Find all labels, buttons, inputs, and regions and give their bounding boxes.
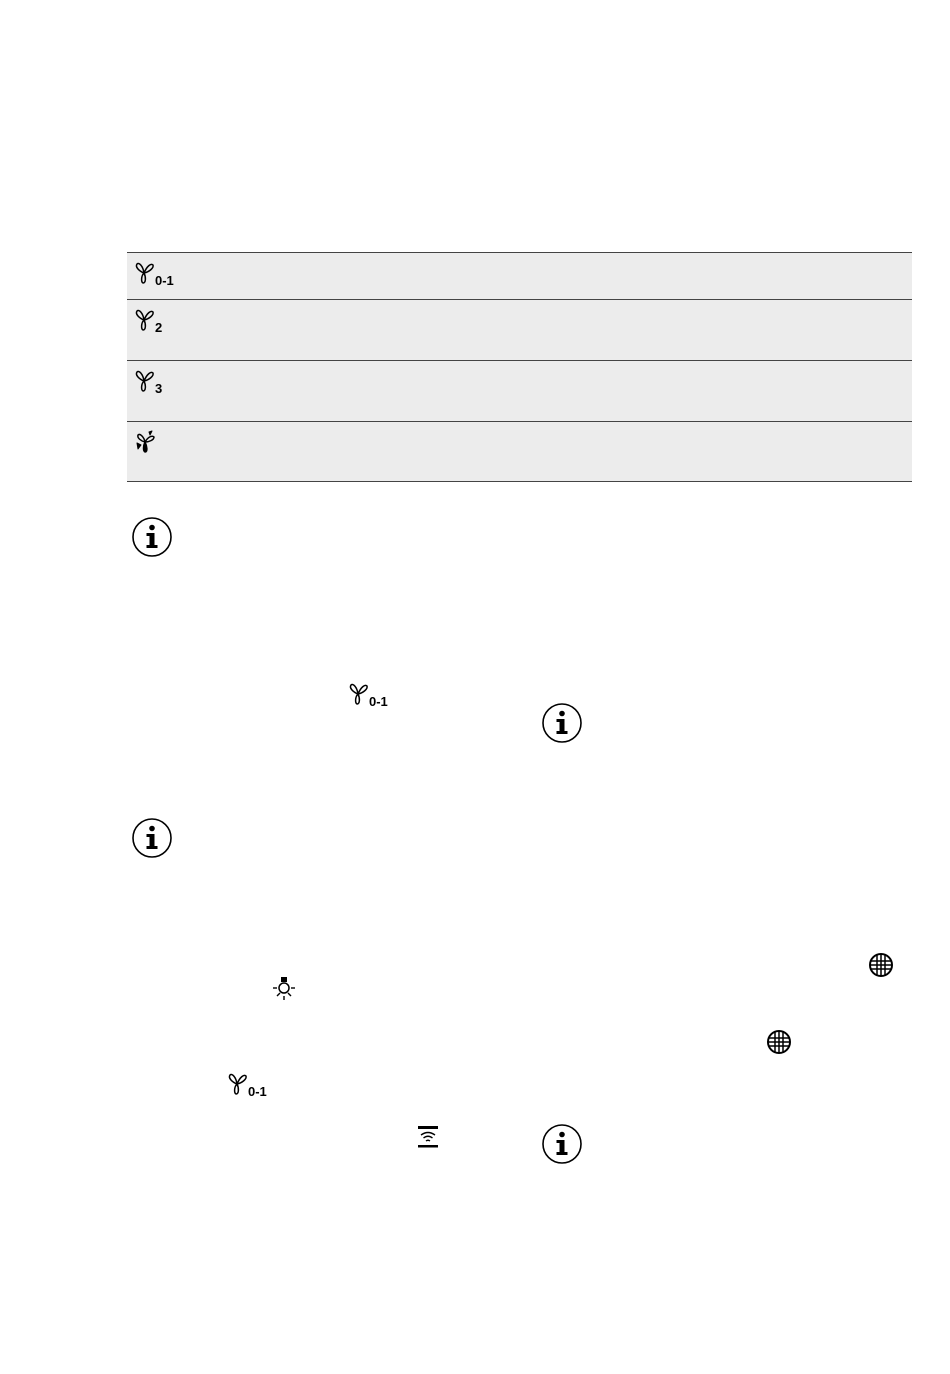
light-icon bbox=[271, 976, 297, 1007]
info-icon bbox=[541, 1123, 583, 1165]
fan-speed-2-cell bbox=[133, 308, 163, 335]
fan-boost-cell bbox=[133, 430, 157, 456]
fan-icon bbox=[133, 369, 155, 393]
fan-speed-label: 0-1 bbox=[369, 694, 388, 709]
info-icon bbox=[131, 817, 173, 859]
info-icon bbox=[541, 702, 583, 744]
fan-speed-label: 3 bbox=[155, 381, 163, 396]
fan-icon bbox=[226, 1072, 248, 1096]
fan-speed-label: 0-1 bbox=[155, 273, 174, 288]
fan-speed-0-1-cell bbox=[133, 261, 174, 288]
filter-icon bbox=[868, 952, 894, 983]
fan-icon bbox=[133, 308, 155, 332]
table-row bbox=[127, 252, 912, 299]
fan-speed-table bbox=[127, 252, 912, 482]
table-row bbox=[127, 299, 912, 360]
fan-speed-label: 2 bbox=[155, 320, 163, 335]
fan-icon bbox=[347, 682, 369, 706]
table-row bbox=[127, 360, 912, 421]
fan-speed-3-cell bbox=[133, 369, 163, 396]
fan-icon bbox=[133, 261, 155, 285]
table-row bbox=[127, 421, 912, 482]
filter-icon bbox=[766, 1029, 792, 1060]
fan-boost-icon bbox=[133, 430, 157, 456]
hob2hood-icon bbox=[416, 1124, 440, 1155]
fan-speed-inline bbox=[226, 1072, 267, 1099]
fan-speed-label: 0-1 bbox=[248, 1084, 267, 1099]
info-icon bbox=[131, 516, 173, 558]
fan-speed-inline bbox=[347, 682, 388, 709]
